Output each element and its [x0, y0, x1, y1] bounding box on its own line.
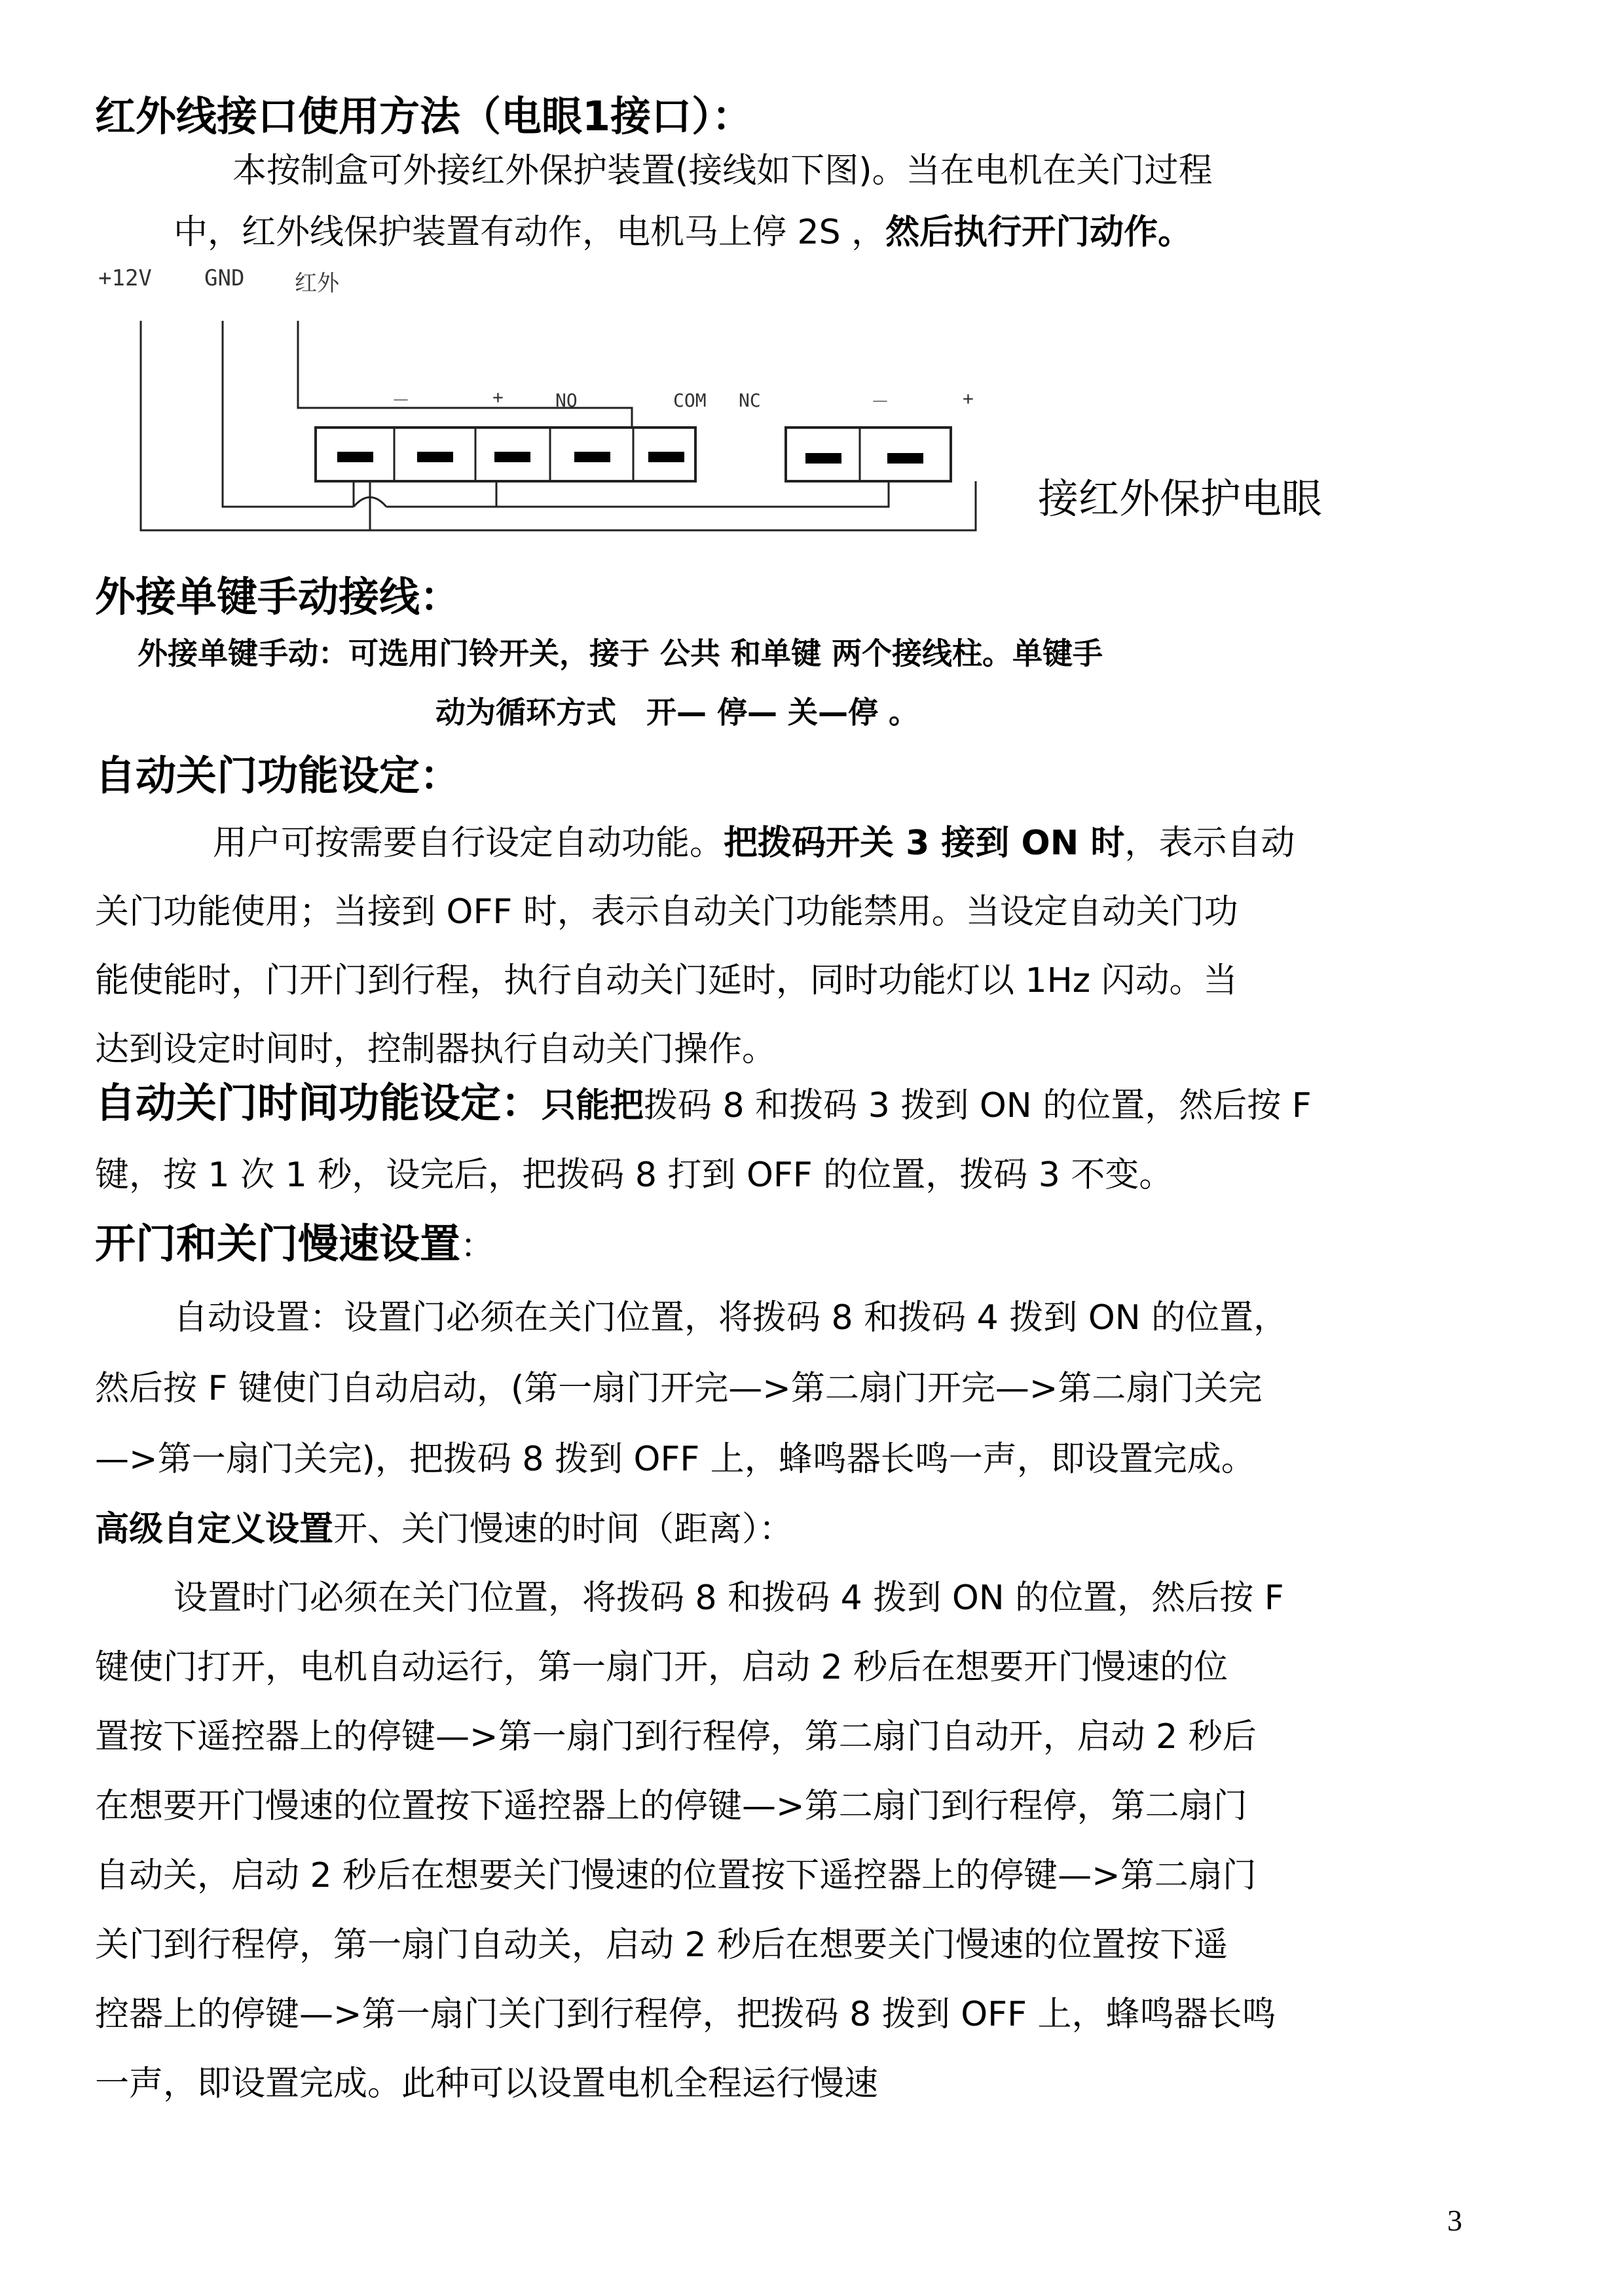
paragraph-line: 自动设置：设置门必须在关门位置，将拨码 8 和拨码 4 拨到 ON 的位置，	[174, 1298, 1288, 1338]
terminal	[648, 452, 684, 462]
page-number: 3	[1447, 2204, 1462, 2237]
paragraph-line	[95, 1501, 793, 1550]
label-gnd: GND	[204, 265, 245, 291]
paragraph-line: 一声，即设置完成。此种可以设置电机全程运行慢速	[95, 2064, 879, 2104]
term-label: +	[963, 388, 974, 409]
bold-text: 只能把	[542, 1086, 644, 1125]
paragraph-line: 能使能时，门开门到行程，执行自动关门延时，同时功能灯以 1Hz 闪动。当	[95, 961, 1238, 1000]
paragraph-line	[95, 1070, 1312, 1129]
paragraph-line: 自动关，启动 2 秒后在想要关门慢速的位置按下遥控器上的停键—>第二扇门	[95, 1856, 1257, 1895]
paragraph-line: 键使门打开，电机自动运行，第一扇门开，启动 2 秒后在想要开门慢速的位	[95, 1648, 1228, 1687]
paragraph-line: 置按下遥控器上的停键—>第一扇门到行程停，第二扇门自动开，启动 2 秒后	[95, 1717, 1257, 1757]
term-label: －	[392, 390, 411, 411]
paragraph-line: 然后按 F 键使门自动启动，(第一扇门开完—>第二扇门开完—>第二扇门关完	[95, 1369, 1263, 1408]
text: 中，红外线保护装置有动作，电机马上停 2S ，	[174, 213, 886, 252]
label-ir: 红外	[295, 270, 339, 297]
paragraph-line: 外接单键手动：可选用门铃开关，接于 公共 和单键 两个接线柱。单键手	[138, 636, 1103, 671]
colon: ：	[460, 1227, 495, 1266]
terminal	[494, 452, 530, 462]
paragraph-line: 本按制盒可外接红外保护装置(接线如下图)。当在电机在关门过程	[232, 151, 1213, 191]
term-label: +	[492, 386, 504, 408]
label-12v: +12V	[98, 265, 152, 291]
term-label: －	[871, 391, 890, 412]
paragraph-line: 键，按 1 次 1 秒，设完后，把拨码 8 打到 OFF 的位置，拨码 3 不变。	[95, 1156, 1173, 1195]
paragraph-line	[174, 204, 1192, 253]
bold-text: 然后执行开门动作。	[885, 213, 1192, 252]
paragraph-line: 动为循环方式 开— 停— 关—停 。	[435, 695, 919, 730]
section-title-infrared: 红外线接口使用方法（电眼1接口）：	[95, 92, 753, 140]
paragraph-line: —>第一扇门关完)，把拨码 8 拨到 OFF 上，蜂鸣器长鸣一声，即设置完成。	[95, 1440, 1255, 1479]
paragraph-line: 设置时门必须在关门位置，将拨码 8 和拨码 4 拨到 ON 的位置，然后按 F	[174, 1578, 1284, 1618]
paragraph-line: 达到设定时间时，控制器执行自动关门操作。	[95, 1030, 777, 1069]
paragraph-line: 控器上的停键—>第一扇门关门到行程停，把拨码 8 拨到 OFF 上，蜂鸣器长鸣	[95, 1995, 1276, 2034]
text: 拨码 8 和拨码 3 拨到 ON 的位置，然后按 F	[644, 1086, 1312, 1125]
term-label: NO	[555, 390, 578, 411]
wire-gnd	[223, 321, 889, 507]
section-title-single-key: 外接单键手动接线：	[95, 573, 461, 621]
title-text: 开门和关门慢速设置	[95, 1220, 461, 1267]
terminal	[574, 452, 610, 462]
term-label: COM	[673, 390, 707, 411]
terminal	[887, 453, 923, 464]
wire-12v	[141, 321, 976, 530]
text: 用户可按需要自行设定自动功能。	[213, 824, 724, 863]
section-title-slow-speed	[95, 1211, 494, 1269]
diagram-caption: 接红外保护电眼	[1038, 475, 1323, 522]
paragraph-line: 关门到行程停，第一扇门自动关，启动 2 秒后在想要关门慢速的位置按下遥	[95, 1925, 1228, 1965]
text: 开、关门慢速的时间（距离）：	[333, 1510, 794, 1549]
terminal	[805, 453, 841, 464]
section-title-auto-close-time: 自动关门时间功能设定：	[95, 1079, 542, 1127]
text: ，表示自动	[1124, 824, 1295, 863]
paragraph-line: 在想要开门慢速的位置按下遥控器上的停键—>第二扇门到行程停，第二扇门	[95, 1787, 1247, 1826]
wire-ir	[298, 321, 632, 428]
section-title-auto-close: 自动关门功能设定：	[95, 752, 461, 799]
paragraph-line: 关门功能使用；当接到 OFF 时，表示自动关门功能禁用。当设定自动关门功	[95, 892, 1238, 932]
bold-text: 把拨码开关 3 接到 ON 时	[724, 824, 1125, 863]
terminal	[417, 452, 453, 462]
term-label: NC	[739, 390, 761, 411]
terminal	[337, 452, 373, 462]
bold-text: 高级自定义设置	[95, 1510, 334, 1549]
paragraph-line	[213, 815, 1295, 864]
